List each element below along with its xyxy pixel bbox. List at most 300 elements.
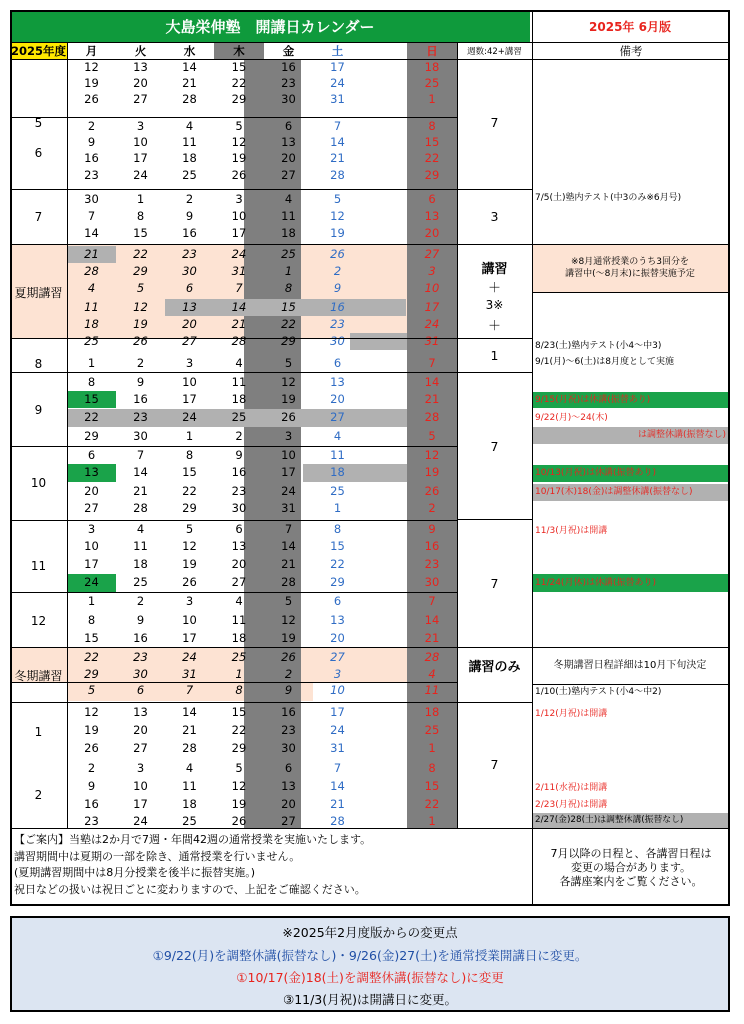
day-cell: 2 <box>185 191 194 206</box>
day-cell: 9 <box>284 682 293 697</box>
day-cell: 11 <box>231 612 247 627</box>
note-oct17: 10/17(木)18(金)は調整休講(振替なし) <box>532 484 728 501</box>
day-cell: 19 <box>84 75 99 90</box>
day-cell: 29 <box>84 428 99 443</box>
day-cell: 2 <box>87 760 96 775</box>
day-cell: 18 <box>133 556 148 571</box>
day-cell: 6 <box>87 447 96 462</box>
day-cell: 21 <box>182 75 197 90</box>
day-cell: 31 <box>424 333 440 348</box>
day-cell: 21 <box>330 150 345 165</box>
day-cell: 5 <box>235 760 243 775</box>
guide-line-2: 講習期間中は夏期の一部を除き、通常授業を行いません。 <box>14 849 301 863</box>
day-cell: 17 <box>84 556 99 571</box>
day-cell: 9 <box>87 134 96 149</box>
day-cell: 1 <box>428 91 436 106</box>
day-cell: 24 <box>182 409 197 424</box>
day-cell: 27 <box>133 740 148 755</box>
day-cell: 5 <box>333 191 342 206</box>
day-cell: 14 <box>330 134 345 149</box>
day-cell: 1 <box>428 740 436 755</box>
day-cell: 6 <box>284 118 293 133</box>
day-cell: 13 <box>84 464 99 479</box>
day-cell: 18 <box>182 150 197 165</box>
day-cell: 17 <box>424 299 440 314</box>
day-cell: 21 <box>84 246 99 261</box>
day-cell: 13 <box>182 299 197 314</box>
day-cell: 1 <box>87 593 96 608</box>
day-cell: 30 <box>424 574 440 589</box>
day-cell: 3 <box>235 191 243 206</box>
day-cell: 16 <box>84 150 99 165</box>
note-aug-sep: 9/1(月)～6(土)は8月度として実施 <box>535 356 674 367</box>
day-cell: 29 <box>424 167 440 182</box>
day-cell: 27 <box>281 813 296 828</box>
day-cell: 20 <box>231 556 247 571</box>
day-cell: 15 <box>84 391 99 406</box>
day-cell: 22 <box>231 722 247 737</box>
day-cell: 21 <box>330 796 345 811</box>
day-cell: 19 <box>84 722 99 737</box>
day-cell: 27 <box>424 246 440 261</box>
day-cell: 23 <box>424 556 440 571</box>
notes-header: 備考 <box>619 43 643 58</box>
day-cell: 14 <box>182 59 197 74</box>
grid-line <box>457 828 532 829</box>
day-cell: 28 <box>182 91 197 106</box>
day-cell: 23 <box>133 649 148 664</box>
day-cell: 8 <box>428 118 436 133</box>
day-cell: 23 <box>133 409 148 424</box>
day-cell: 22 <box>424 150 440 165</box>
day-cell: 11 <box>330 447 345 462</box>
day-cell: 17 <box>281 464 296 479</box>
day-cell: 23 <box>281 75 296 90</box>
day-cell: 28 <box>231 333 247 348</box>
day-cell: 30 <box>133 428 148 443</box>
day-cell: 5 <box>428 428 436 443</box>
day-cell: 31 <box>330 740 345 755</box>
day-cell: 30 <box>231 500 247 515</box>
day-cell: 24 <box>231 246 247 261</box>
day-cell: 5 <box>87 682 96 697</box>
day-cell: 25 <box>424 722 440 737</box>
outer-frame <box>10 10 730 906</box>
day-cell: 14 <box>424 612 440 627</box>
day-cell: 14 <box>133 464 148 479</box>
day-cell: 4 <box>333 428 342 443</box>
grid-line <box>532 828 730 829</box>
day-cell: 20 <box>424 225 440 240</box>
day-cell: 18 <box>182 796 197 811</box>
day-cell: 9 <box>428 521 436 536</box>
day-cell: 11 <box>84 299 99 314</box>
change-log-heading: ※2025年2月度版からの変更点 <box>282 924 458 940</box>
day-cell: 9 <box>185 208 194 223</box>
day-cell: 23 <box>281 722 296 737</box>
day-cell: 11 <box>281 208 296 223</box>
month-label: 8 <box>34 356 43 371</box>
day-cell: 29 <box>84 666 99 681</box>
month-label: 5 <box>34 115 43 130</box>
day-cell: 4 <box>185 118 194 133</box>
day-cell: 15 <box>424 134 440 149</box>
day-cell: 6 <box>235 521 243 536</box>
day-cell: 14 <box>330 778 345 793</box>
day-cell: 7 <box>428 593 436 608</box>
day-cell: 8 <box>136 208 145 223</box>
day-cell: 3 <box>428 263 436 278</box>
day-cell: 31 <box>330 91 345 106</box>
note-oct13: 10/13(月祝)は休講(振替あり) <box>532 465 728 482</box>
day-cell: 10 <box>182 374 197 389</box>
day-cell: 30 <box>281 91 296 106</box>
day-cell: 6 <box>136 682 145 697</box>
day-cell: 19 <box>231 150 247 165</box>
day-cell: 3 <box>333 666 342 681</box>
day-cell: 6 <box>185 280 194 295</box>
day-cell: 15 <box>182 464 197 479</box>
day-cell: 15 <box>133 225 148 240</box>
day-cell: 22 <box>133 246 148 261</box>
day-cell: 25 <box>424 75 440 90</box>
day-cell: 9 <box>136 374 145 389</box>
day-cell: 7 <box>333 760 342 775</box>
day-cell: 17 <box>330 59 345 74</box>
day-cell: 13 <box>424 208 440 223</box>
day-cell: 29 <box>330 574 345 589</box>
day-cell: 19 <box>231 796 247 811</box>
day-cell: 13 <box>281 134 296 149</box>
day-cell: 9 <box>136 612 145 627</box>
grid-line <box>457 244 532 245</box>
day-cell: 30 <box>182 263 197 278</box>
day-cell: 5 <box>284 355 293 370</box>
day-cell: 5 <box>284 593 293 608</box>
day-cell: 19 <box>424 464 440 479</box>
day-cell: 17 <box>133 796 148 811</box>
day-cell: 26 <box>424 483 440 498</box>
day-cell: 25 <box>231 409 247 424</box>
day-cell: 4 <box>284 191 293 206</box>
month-label: 7 <box>34 210 43 224</box>
day-cell: 15 <box>231 704 247 719</box>
day-cell: 27 <box>330 409 345 424</box>
week-count-header: 週数:42+講習 <box>467 46 522 57</box>
day-cell: 20 <box>133 75 148 90</box>
day-cell: 14 <box>182 704 197 719</box>
weekday-wed: 水 <box>183 43 196 58</box>
grid-line <box>457 42 458 828</box>
day-cell: 12 <box>84 704 99 719</box>
day-cell: 26 <box>84 91 99 106</box>
day-cell: 21 <box>182 722 197 737</box>
day-cell: 24 <box>424 316 440 331</box>
day-cell: 30 <box>330 333 345 348</box>
weekday-sun: 日 <box>407 42 457 59</box>
day-cell: 2 <box>87 118 96 133</box>
day-cell: 8 <box>235 682 243 697</box>
day-cell: 4 <box>428 666 436 681</box>
day-cell: 26 <box>84 740 99 755</box>
day-cell: 6 <box>284 760 293 775</box>
grid-line <box>10 702 457 703</box>
day-cell: 10 <box>133 778 148 793</box>
day-cell: 16 <box>281 704 296 719</box>
day-cell: 2 <box>136 593 145 608</box>
grid-line <box>10 520 457 521</box>
day-cell: 20 <box>281 150 296 165</box>
day-cell: 10 <box>182 612 197 627</box>
note-sep22b: は調整休講(振替なし) <box>532 427 728 444</box>
month-label: 9 <box>34 403 43 417</box>
day-cell: 24 <box>182 649 197 664</box>
day-cell: 15 <box>231 59 247 74</box>
day-cell: 3 <box>87 521 96 536</box>
day-cell: 16 <box>133 391 148 406</box>
day-cell: 2 <box>235 428 243 443</box>
day-cell: 15 <box>84 630 99 645</box>
day-cell: 7 <box>235 280 243 295</box>
day-cell: 8 <box>428 760 436 775</box>
day-cell: 12 <box>231 134 247 149</box>
day-cell: 5 <box>235 118 243 133</box>
day-cell: 24 <box>281 483 296 498</box>
day-cell: 7 <box>333 118 342 133</box>
day-cell: 20 <box>281 796 296 811</box>
grid-line <box>532 647 730 648</box>
day-cell: 10 <box>281 447 296 462</box>
day-cell: 25 <box>182 813 197 828</box>
grid-line <box>10 42 730 43</box>
grid-line <box>10 372 457 373</box>
day-cell: 25 <box>84 333 99 348</box>
day-cell: 17 <box>133 150 148 165</box>
day-cell: 8 <box>87 612 96 627</box>
month-label: 冬期講習 <box>14 668 63 683</box>
day-cell: 29 <box>182 500 197 515</box>
day-cell: 25 <box>281 246 296 261</box>
day-cell: 3 <box>136 118 145 133</box>
note-jan12: 1/12(月祝)は開講 <box>535 709 608 720</box>
day-cell: 30 <box>84 191 99 206</box>
day-cell: 4 <box>235 593 243 608</box>
note-feb23: 2/23(月祝)は開講 <box>535 799 608 810</box>
grid-line <box>10 117 457 118</box>
day-cell: 11 <box>182 134 197 149</box>
day-cell: 18 <box>231 630 247 645</box>
day-cell: 18 <box>231 391 247 406</box>
day-cell: 7 <box>428 355 436 370</box>
note-july-test: 7/5(土)塾内テスト(中3のみ※6月号) <box>535 192 682 203</box>
day-cell: 28 <box>84 263 99 278</box>
day-cell: 4 <box>136 521 145 536</box>
day-cell: 18 <box>424 704 440 719</box>
day-cell: 29 <box>281 333 296 348</box>
day-cell: 15 <box>424 778 440 793</box>
week-count-august: 1 <box>490 347 499 363</box>
day-cell: 17 <box>182 630 197 645</box>
day-cell: 17 <box>231 225 247 240</box>
day-cell: 18 <box>84 316 99 331</box>
day-cell: 9 <box>333 280 342 295</box>
day-cell: 8 <box>284 280 293 295</box>
day-cell: 12 <box>281 374 296 389</box>
day-cell: 11 <box>182 778 197 793</box>
day-cell: 25 <box>231 649 247 664</box>
day-cell: 29 <box>231 740 247 755</box>
weekday-thu: 木 <box>214 42 264 59</box>
day-cell: 26 <box>281 649 296 664</box>
day-cell: 8 <box>87 374 96 389</box>
day-cell: 12 <box>424 447 440 462</box>
note-feb27: 2/27(金)28(土)は調整休講(振替なし) <box>532 813 728 829</box>
week-count-final: 7 <box>490 756 499 772</box>
day-cell: 10 <box>330 682 345 697</box>
month-label: 12 <box>30 613 47 628</box>
grid-line <box>532 10 533 906</box>
day-cell: 14 <box>281 538 296 553</box>
day-cell: 1 <box>136 191 145 206</box>
day-cell: 7 <box>87 208 96 223</box>
day-cell: 13 <box>231 538 247 553</box>
day-cell: 14 <box>84 225 99 240</box>
day-cell: 25 <box>182 167 197 182</box>
day-cell: 26 <box>231 813 247 828</box>
day-cell: 13 <box>133 59 148 74</box>
day-cell: 28 <box>182 740 197 755</box>
calendar-title: 大島栄伸塾 開講日カレンダー <box>10 10 530 42</box>
guide-line-3: (夏期講習期間中は8月分授業を後半に振替実施。) <box>14 866 256 879</box>
day-cell: 3 <box>284 428 293 443</box>
day-cell: 15 <box>281 299 296 314</box>
day-cell: 26 <box>330 246 345 261</box>
day-cell: 4 <box>87 280 96 295</box>
day-cell: 2 <box>136 355 145 370</box>
day-cell: 28 <box>330 167 345 182</box>
day-cell: 22 <box>182 483 197 498</box>
grid-line <box>10 682 457 683</box>
day-cell: 26 <box>133 333 148 348</box>
day-cell: 2 <box>284 666 293 681</box>
day-cell: 23 <box>84 167 99 182</box>
day-cell: 21 <box>424 630 440 645</box>
week-count-summer: 講習 ＋ 3※ ＋ <box>481 261 508 334</box>
day-cell: 7 <box>136 447 145 462</box>
day-cell: 14 <box>231 299 247 314</box>
day-cell: 8 <box>185 447 194 462</box>
day-cell: 13 <box>330 612 345 627</box>
day-cell: 13 <box>281 778 296 793</box>
grid-line <box>10 647 457 648</box>
day-cell: 24 <box>133 813 148 828</box>
guide-notice: 7月以降の日程と、各講習日程は 変更の場合があります。 各講座案内をご覧ください。 <box>550 847 712 888</box>
grid-line <box>10 592 457 593</box>
day-cell: 5 <box>136 280 145 295</box>
day-cell: 25 <box>133 574 148 589</box>
day-cell: 19 <box>281 630 296 645</box>
day-cell: 12 <box>231 778 247 793</box>
change-log-item-3: ③11/3(月祝)は開講日に変更。 <box>282 991 458 1007</box>
day-cell: 9 <box>235 447 243 462</box>
change-log-panel <box>10 916 730 1012</box>
day-cell: 5 <box>185 521 194 536</box>
day-cell: 21 <box>424 391 440 406</box>
day-cell: 19 <box>330 225 345 240</box>
grid-line <box>532 684 730 685</box>
month-label: 1 <box>34 725 43 739</box>
note-sep22: 9/22(月)～24(木) <box>535 412 608 423</box>
day-cell: 1 <box>185 428 194 443</box>
day-cell: 27 <box>182 333 197 348</box>
day-cell: 16 <box>281 59 296 74</box>
day-cell: 24 <box>330 722 345 737</box>
day-cell: 4 <box>235 355 243 370</box>
day-cell: 20 <box>330 391 345 406</box>
day-cell: 25 <box>330 483 345 498</box>
note-winter: 冬期講習日程詳細は10月下旬決定 <box>553 659 707 671</box>
day-cell: 6 <box>333 355 342 370</box>
day-cell: 3 <box>185 355 194 370</box>
day-cell: 22 <box>84 409 99 424</box>
day-cell: 28 <box>133 500 148 515</box>
day-cell: 22 <box>424 796 440 811</box>
change-log-item-1: ①9/22(月)を調整休講(振替なし)・9/26(金)27(土)を通常授業開講日に変更。 <box>152 947 588 963</box>
day-cell: 15 <box>330 538 345 553</box>
day-cell: 13 <box>330 374 345 389</box>
note-nov3: 11/3(月祝)は開講 <box>535 525 608 536</box>
day-cell: 9 <box>87 778 96 793</box>
day-cell: 23 <box>330 316 345 331</box>
edition-label: 2025年 6月版 <box>589 19 671 34</box>
month-label: 11 <box>30 559 47 573</box>
day-cell: 26 <box>182 574 197 589</box>
day-cell: 11 <box>133 538 148 553</box>
day-cell: 31 <box>281 500 296 515</box>
day-cell: 27 <box>84 500 99 515</box>
grid-line <box>532 244 730 245</box>
day-cell: 28 <box>281 574 296 589</box>
day-cell: 18 <box>424 59 440 74</box>
grid-line <box>457 519 532 520</box>
day-cell: 3 <box>136 760 145 775</box>
day-cell: 26 <box>231 167 247 182</box>
day-cell: 1 <box>87 355 96 370</box>
day-cell: 12 <box>84 59 99 74</box>
day-cell: 13 <box>133 704 148 719</box>
day-cell: 30 <box>281 740 296 755</box>
day-cell: 28 <box>330 813 345 828</box>
day-cell: 1 <box>284 263 293 278</box>
weekday-mon: 月 <box>85 43 98 58</box>
day-cell: 21 <box>231 316 247 331</box>
day-cell: 10 <box>231 208 247 223</box>
grid-line <box>457 702 532 703</box>
grid-line <box>457 189 532 190</box>
weekday-sat: 土 <box>331 43 344 58</box>
day-cell: 2 <box>428 500 436 515</box>
day-cell: 31 <box>231 263 247 278</box>
grid-line <box>532 292 730 293</box>
note-nov24: 11/24(月休)は休講(振替あり) <box>532 574 728 592</box>
day-cell: 23 <box>84 813 99 828</box>
day-cell: 20 <box>84 483 99 498</box>
note-feb11: 2/11(水祝)は開講 <box>535 782 608 793</box>
day-cell: 19 <box>281 391 296 406</box>
day-cell: 23 <box>182 246 197 261</box>
day-cell: 12 <box>133 299 148 314</box>
day-cell: 27 <box>281 167 296 182</box>
